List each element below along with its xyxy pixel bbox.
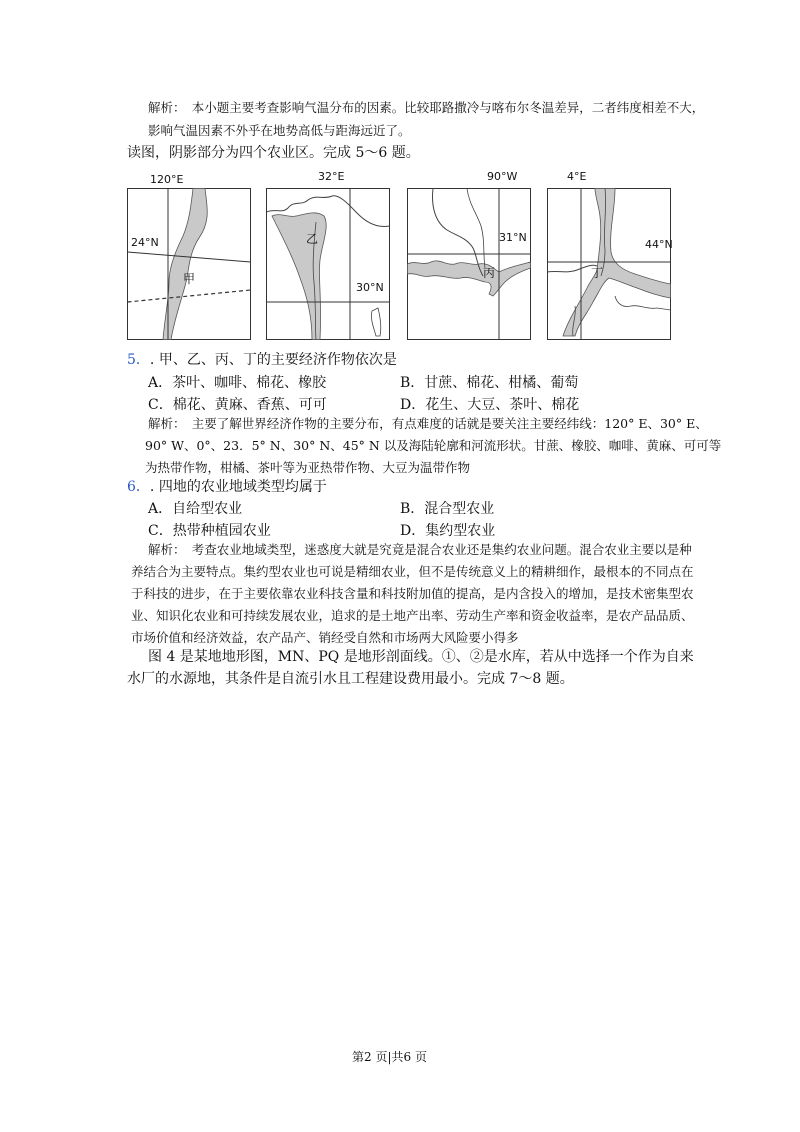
map4-region-label: 丁 — [591, 266, 604, 280]
map-yi — [266, 170, 390, 341]
question-5 — [127, 349, 397, 371]
map4-lat-label: 44°N — [645, 238, 673, 251]
q4-analysis-line2: 影响气温因素不外乎在地势高低与距海远近了。 — [148, 123, 411, 138]
q6-option-c[interactable]: C．热带种植园农业 — [148, 523, 271, 539]
q6-option-a[interactable]: A．自给型农业 — [148, 501, 243, 517]
q5-option-c[interactable]: C．棉花、黄麻、香蕉、可可 — [148, 397, 327, 413]
intro-5-6: 读图，阴影部分为四个农业区。完成 5～6 题。 — [127, 145, 420, 161]
q6-analysis-line3: 于科技的进步，在于主要依靠农业科技含量和科技附加值的提高，是内含投入的增加，是技术密集型农 — [131, 586, 694, 601]
map-bing — [407, 170, 531, 341]
map4-lon-label: 4°E — [567, 170, 587, 183]
q6-analysis-line2: 养结合为主要特点。集约型农业也可说是精细农业，但不是传统意义上的精耕细作，最根本的不同点在 — [131, 564, 694, 579]
q5-option-d[interactable]: D．花生、大豆、茶叶、棉花 — [400, 397, 580, 413]
map1-region-label: 甲 — [183, 272, 196, 286]
q6-option-b[interactable]: B．混合型农业 — [400, 501, 495, 517]
map-jia — [127, 173, 251, 341]
q5-option-b[interactable]: B．甘蔗、棉花、柑橘、葡萄 — [400, 375, 579, 391]
q6-number: 6． — [127, 479, 150, 495]
q4-analysis-line1: 解析： 本小题主要考查影响气温分布的因素。比较耶路撒冷与喀布尔冬温差异，二者纬度相差不大， — [148, 100, 705, 115]
intro-7-8-line1: 图 4 是某地地形图，MN、PQ 是地形剖面线。①、②是水库，若从中选择一个作为自来 — [148, 649, 694, 665]
intro-7-8-line2: 水厂的水源地，其条件是自流引水且工程建设费用最小。完成 7～8 题。 — [127, 671, 574, 687]
q5-option-a[interactable]: A．茶叶、咖啡、棉花、橡胶 — [148, 375, 327, 391]
q6-analysis-line1: 解析： 考查农业地域类型，迷惑度大就是究竟是混合农业还是集约农业问题。混合农业主要以是种 — [148, 542, 692, 557]
question-6 — [127, 476, 327, 498]
map3-lat-label: 31°N — [499, 231, 527, 244]
page-footer: 第2 页|共6 页 — [352, 1050, 427, 1064]
q5-analysis-line2: 90° W、0°、23．5° N、30° N、45° N 以及海陆轮廓和河流形状。甘蔗、橡胶、咖啡、黄麻、可可等 — [145, 438, 722, 453]
map2-lat-label: 30°N — [356, 281, 384, 294]
q5-number: 5． — [127, 352, 150, 368]
q6-option-d[interactable]: D．集约型农业 — [400, 523, 496, 539]
q5-stem: . 甲、乙、丙、丁的主要经济作物依次是 — [149, 352, 397, 368]
map1-lon-label: 120°E — [150, 173, 184, 186]
map2-lon-label: 32°E — [318, 170, 345, 183]
q6-stem: . 四地的农业地域类型均属于 — [149, 479, 327, 495]
q5-analysis-line1: 解析： 主要了解世界经济作物的主要分布，有点难度的话就是要关注主要经纬线：120° E、30° E、 — [148, 416, 708, 431]
map1-lat-label: 24°N — [131, 236, 159, 249]
map3-region-label: 丙 — [483, 266, 496, 280]
q6-analysis-line5: 市场价值和经济效益，农产品产、销经受自然和市场两大风险要小得多 — [131, 630, 519, 645]
q5-analysis-line3: 为热带作物，柑橘、茶叶等为亚热带作物、大豆为温带作物 — [145, 460, 471, 475]
map3-lon-label: 90°W — [487, 170, 518, 183]
map2-region-label: 乙 — [306, 232, 319, 246]
map-ding — [547, 170, 673, 341]
q6-analysis-line4: 业、知识化农业和可持续发展农业，追求的是土地产出率、劳动生产率和资金收益率，是农产品品质、 — [131, 608, 694, 623]
